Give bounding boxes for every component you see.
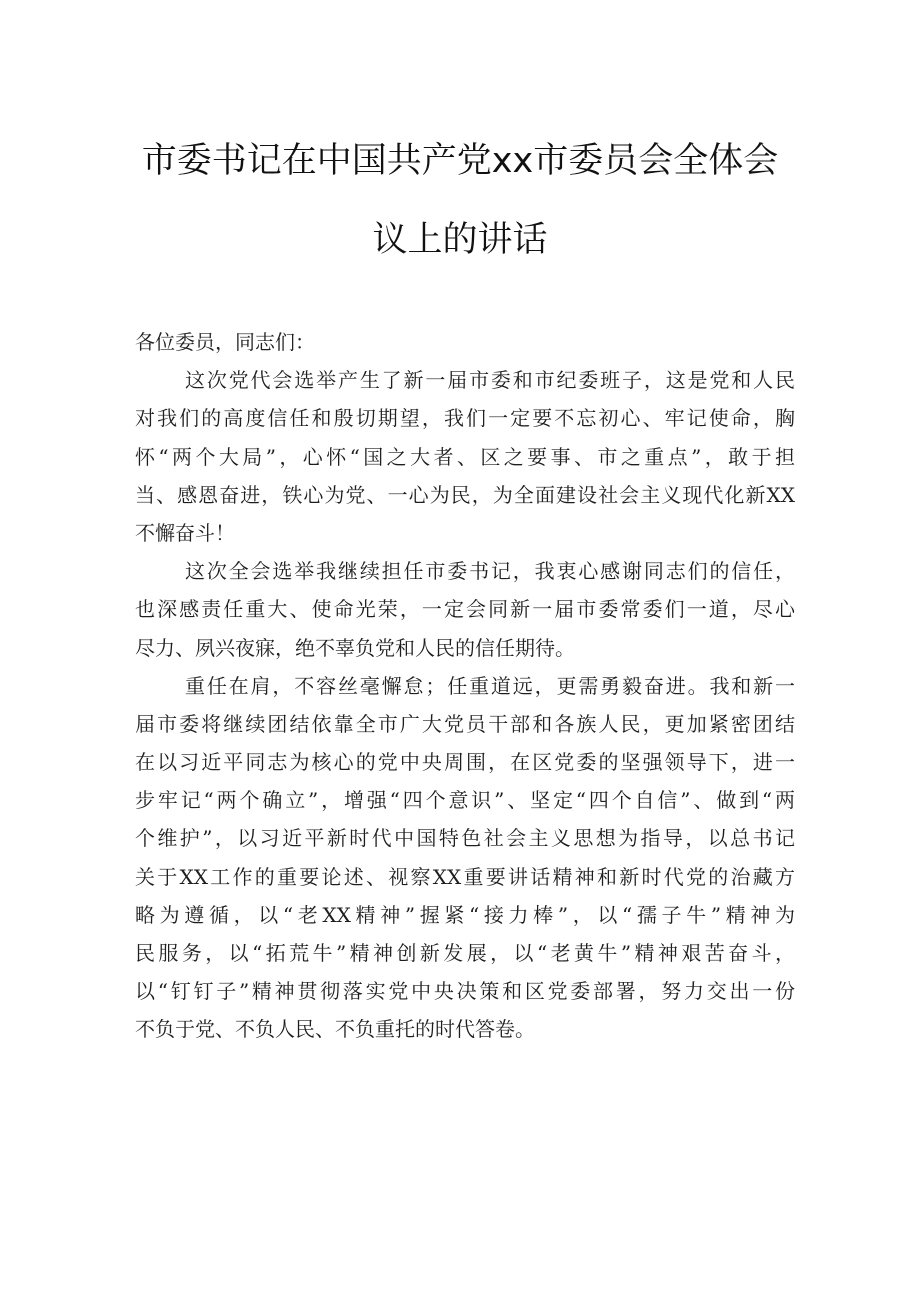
paragraph-2-line: 也深感责任重大、使命光荣，一定会同新一届市委常委们一道，尽心 bbox=[135, 597, 795, 622]
salutation: 各位委员，同志们： bbox=[135, 330, 315, 354]
paragraph-1-line: 当、感恩奋进，铁心为党、一心为民，为全面建设社会主义现代化新XX bbox=[135, 482, 795, 507]
paragraph-1-line: 对我们的高度信任和殷切期望，我们一定要不忘初心、牢记使命，胸 bbox=[135, 406, 795, 431]
paragraph-2-line: 尽力、夙兴夜寐，绝不辜负党和人民的信任期待。 bbox=[135, 635, 575, 660]
paragraph-3-line: 在以习近平同志为核心的党中央周围，在区党委的坚强领导下，进一 bbox=[135, 750, 795, 775]
paragraph-3-line: 略为遵循，以“老XX精神”握紧“接力棒”，以“孺子牛”精神为 bbox=[135, 902, 795, 927]
document-title-line-2: 议上的讲话 bbox=[372, 220, 548, 260]
paragraph-3-line: 民服务，以“拓荒牛”精神创新发展，以“老黄牛”精神艰苦奋斗， bbox=[135, 941, 795, 965]
document-title-line-1: 市委书记在中国共产党xx市委员会全体会 bbox=[141, 141, 779, 181]
paragraph-3-line: 重任在肩，不容丝毫懈怠；任重道远，更需勇毅奋进。我和新一 bbox=[185, 673, 795, 698]
paragraph-3-line: 步牢记“两个确立”，增强“四个意识”、坚定“四个自信”、做到“两 bbox=[135, 788, 795, 813]
paragraph-1-line: 怀“两个大局”，心怀“国之大者、区之要事、市之重点”，敢于担 bbox=[135, 444, 795, 469]
paragraph-3-line: 不负于党、不负人民、不负重托的时代答卷。 bbox=[135, 1017, 535, 1042]
paragraph-1-line: 这次党代会选举产生了新一届市委和市纪委班子，这是党和人民 bbox=[185, 368, 795, 393]
paragraph-3-line: 以“钉钉子”精神贯彻落实党中央决策和区党委部署，努力交出一份 bbox=[135, 979, 795, 1004]
paragraph-3-line: 届市委将继续团结依靠全市广大党员干部和各族人民，更加紧密团结 bbox=[135, 711, 795, 736]
paragraph-2-line: 这次全会选举我继续担任市委书记，我衷心感谢同志们的信任， bbox=[185, 559, 795, 584]
paragraph-3-line: 个维护”，以习近平新时代中国特色社会主义思想为指导，以总书记 bbox=[135, 826, 795, 851]
paragraph-3-line: 关于XX工作的重要论述、视察XX重要讲话精神和新时代党的治藏方 bbox=[135, 864, 795, 889]
document-body bbox=[135, 323, 795, 1049]
paragraph-1-line: 不懈奋斗！ bbox=[135, 520, 235, 545]
